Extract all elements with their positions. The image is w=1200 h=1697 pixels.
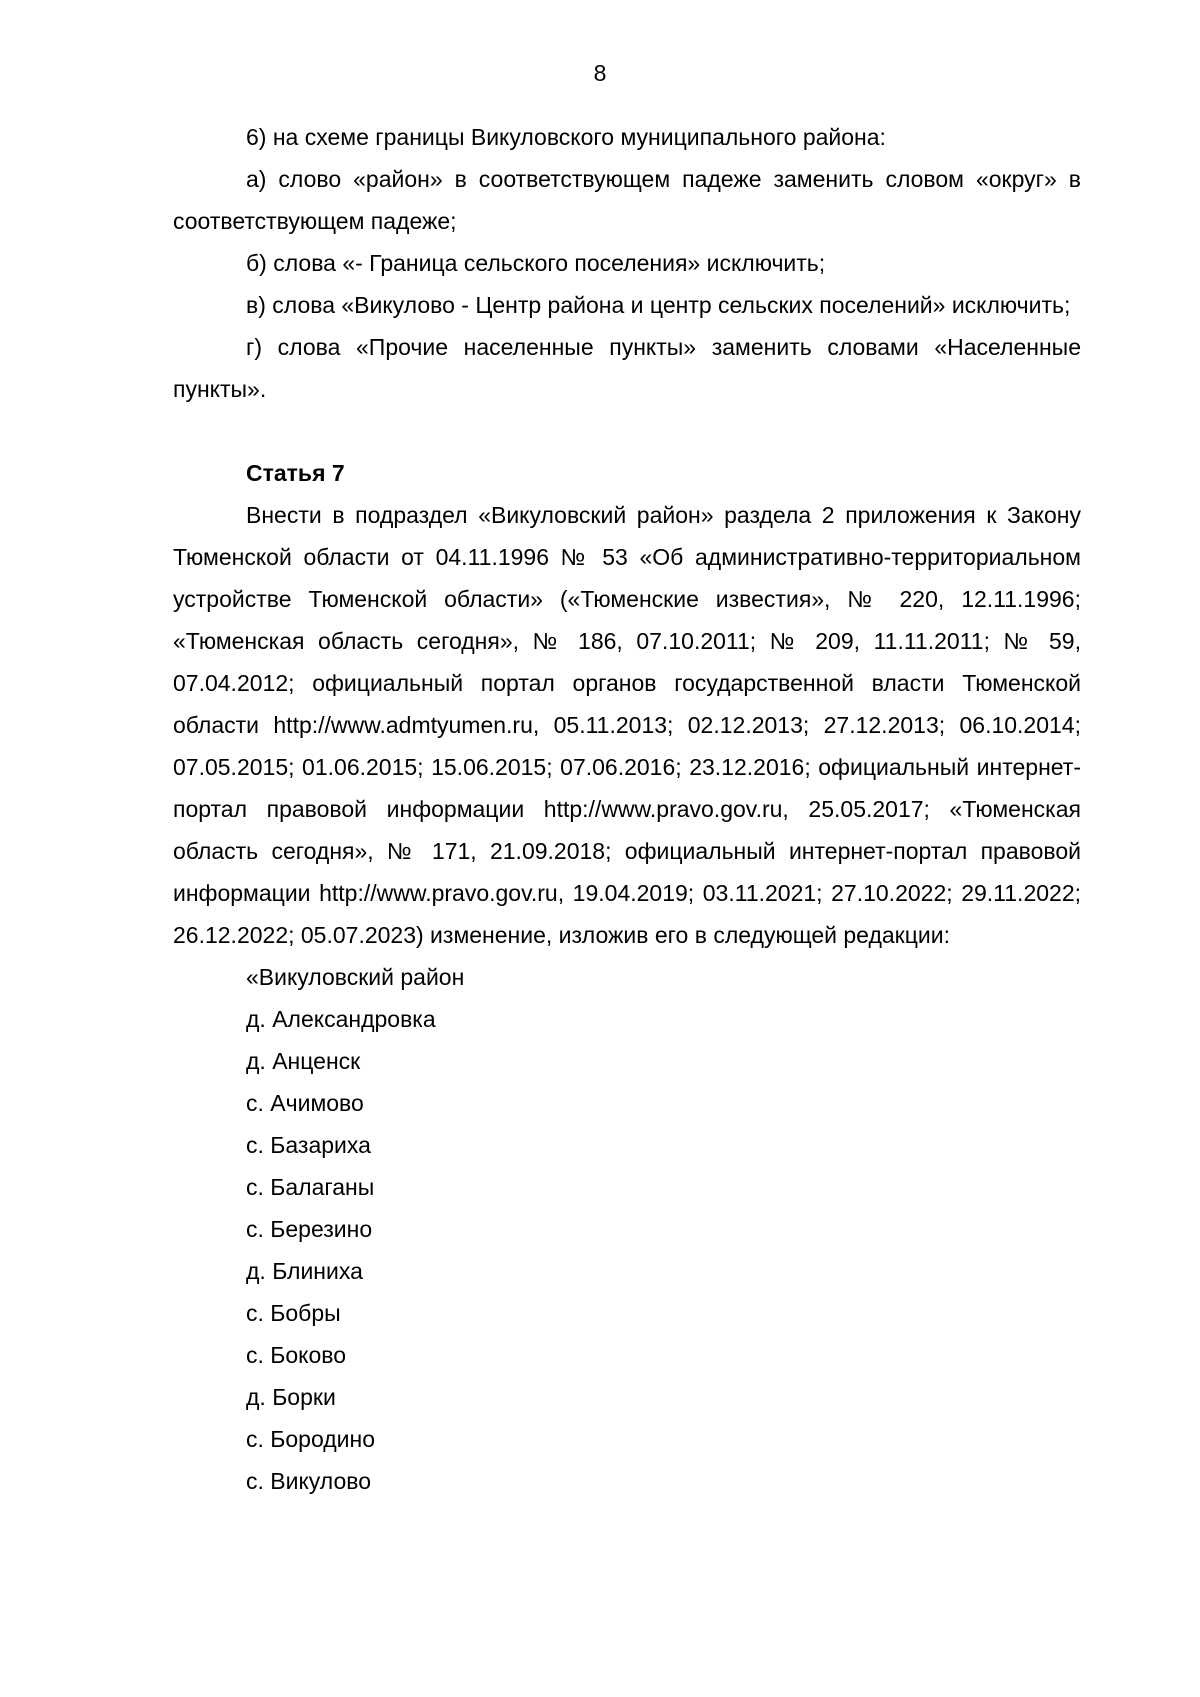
- document-body: [173, 116, 1081, 1502]
- list-item: с. Бобры: [246, 1300, 341, 1326]
- list-item: с. Березино: [246, 1216, 373, 1242]
- list-item: с. Викулово: [246, 1468, 372, 1494]
- section-6-item-g: г) слова «Прочие населенные пункты» заменить словами «Населенные пункты».: [173, 334, 1081, 402]
- list-item: с. Боково: [246, 1342, 347, 1368]
- section-6-item-a: а) слово «район» в соответствующем падеже заменить словом «округ» в соответствующем падеже;: [173, 166, 1081, 234]
- list-item: с. Балаганы: [246, 1174, 375, 1200]
- list-item: с. Базариха: [246, 1132, 371, 1158]
- list-item: с. Бородино: [246, 1426, 376, 1452]
- article-7-heading: Статья 7: [246, 460, 345, 486]
- page-number: 8: [593, 60, 607, 86]
- article-7-body: Внести в подраздел «Викуловский район» раздела 2 приложения к Закону Тюменской области от 04.11.1996 № 53 «Об административно-территориальном устройстве Тюменской области» («Тюменские известия», № 220, 12.11.1996; «Тюменская область сегодня», № 186, 07.10.2011; № 209, 11.11.2011; № 59, 07.04.2012; официальный портал органов государственной власти Тюменской области http://www.admtyumen.ru, 05.11.2013; 02.12.2013; 27.12.2013; 06.10.2014; 07.05.2015; 01.06.2015; 15.06.2015; 07.06.2016; 23.12.2016; официальный интернет-портал правовой информации http://www.pravo.gov.ru, 25.05.2017; «Тюменская область сегодня», № 171, 21.09.2018; официальный интернет-портал правовой информации http://www.pravo.gov.ru, 19.04.2019; 03.11.2021; 27.10.2022; 29.11.2022; 26.12.2022; 05.07.2023) изменение, изложив его в следующей редакции:: [173, 502, 1081, 948]
- list-item: д. Анценск: [246, 1048, 361, 1074]
- settlement-list-title: «Викуловский район: [246, 964, 465, 990]
- list-item: д. Борки: [246, 1384, 336, 1410]
- section-6-item-b: б) слова «- Граница сельского поселения» исключить;: [246, 250, 826, 276]
- section-6-intro: 6) на схеме границы Викуловского муниципального района:: [246, 124, 886, 150]
- section-6-item-v: в) слова «Викулово - Центр района и центр сельских поселений» исключить;: [246, 292, 1071, 318]
- settlement-list: [173, 956, 1081, 1502]
- list-item: д. Блиниха: [246, 1258, 363, 1284]
- list-item: с. Ачимово: [246, 1090, 364, 1116]
- list-item: д. Александровка: [246, 1006, 436, 1032]
